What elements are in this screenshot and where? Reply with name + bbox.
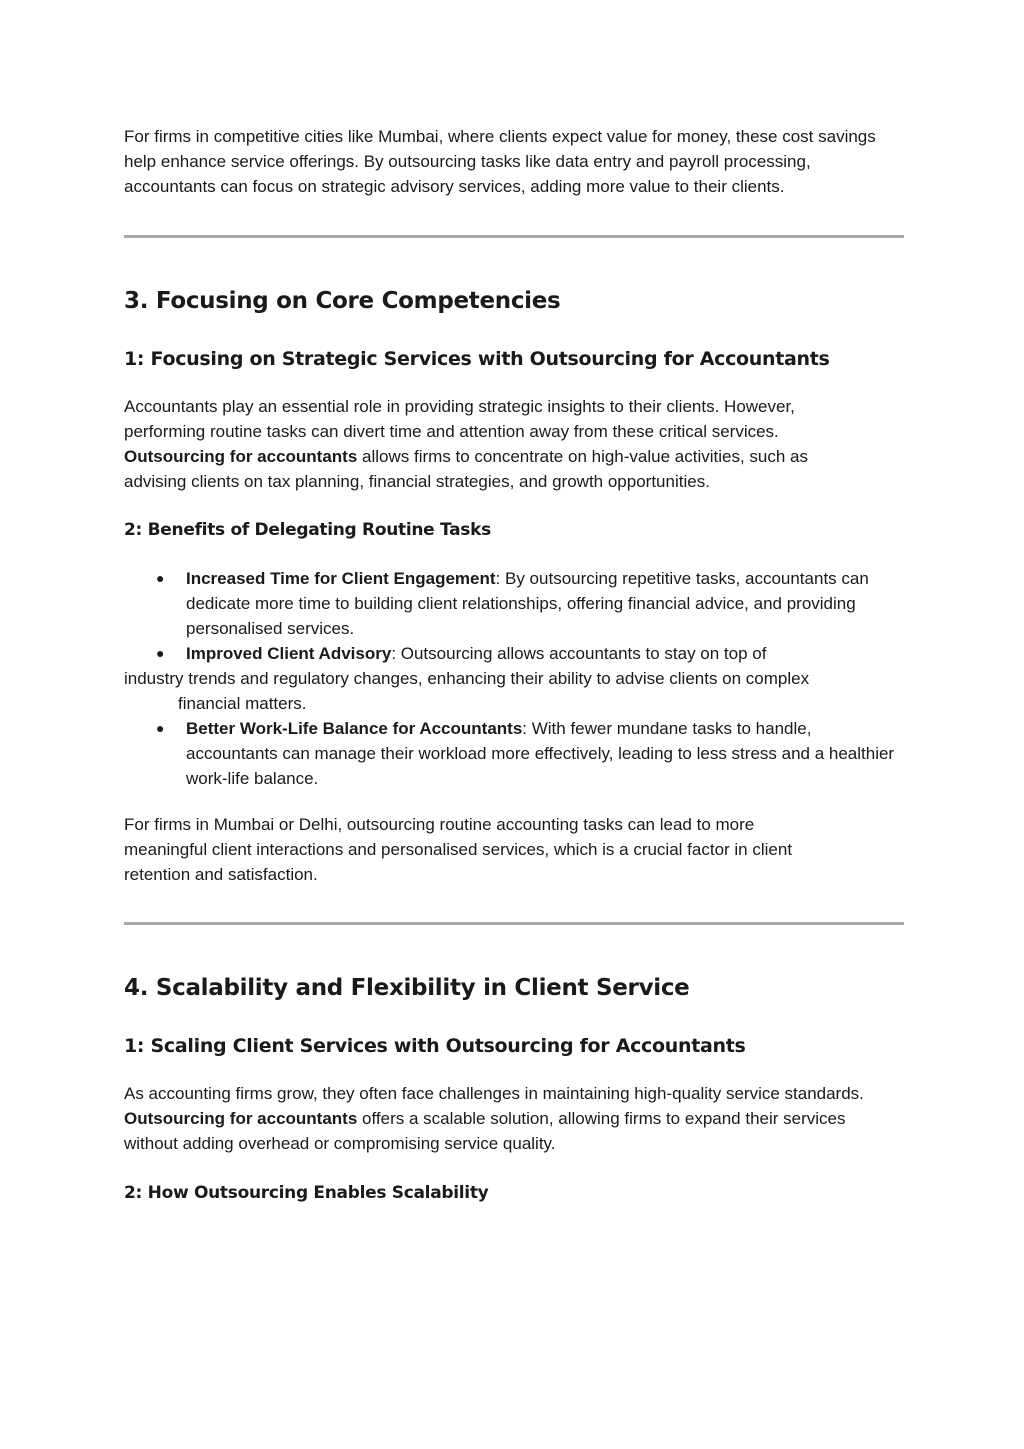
section-4-title: 4. Scalability and Flexibility in Client Service <box>124 975 690 1001</box>
paragraph-text: As accounting firms grow, they often face challenges in maintaining high-quality service standards. <box>124 1084 864 1103</box>
section-3-subtitle-1: 1: Focusing on Strategic Services with Outsourcing for Accountants <box>124 348 830 370</box>
list-item-text: : Outsourcing allows accountants to stay on top of <box>391 644 767 663</box>
paragraph-line: meaningful client interactions and personalised services, which is a crucial factor in client <box>124 840 793 859</box>
bold-term: Increased Time for Client Engagement <box>186 569 496 588</box>
list-item <box>124 566 904 641</box>
bold-term: Outsourcing for accountants <box>124 447 358 466</box>
closing-paragraph <box>124 812 904 887</box>
paragraph-line: Accountants play an essential role in providing strategic insights to their clients. However, <box>124 397 795 416</box>
paragraph-line: For firms in Mumbai or Delhi, outsourcing routine accounting tasks can lead to more <box>124 815 755 834</box>
list-item-text: : With fewer mundane tasks to handle, accountants can manage their workload more effectively, leading to less stress and a healthier work-life balance. <box>186 719 895 788</box>
list-item-wrap <box>124 666 904 716</box>
paragraph-line: advising clients on tax planning, financial strategies, and growth opportunities. <box>124 472 710 491</box>
bold-term: Outsourcing for accountants <box>124 1109 358 1128</box>
list-item-text: : By outsourcing repetitive tasks, accountants can dedicate more time to building client relationships, offering financial advice, and providing personalised services. <box>186 569 869 638</box>
list-item <box>124 716 904 791</box>
strategic-paragraph-2 <box>124 444 904 494</box>
benefits-list <box>124 566 904 791</box>
paragraph-line: performing routine tasks can divert time and attention away from these critical services. <box>124 422 779 441</box>
intro-paragraph: For firms in competitive cities like Mumbai, where clients expect value for money, these cost savings help enhance service offerings. By outsourcing tasks like data entry and payroll processing, accountants can focus on strategic advisory services, adding more value to their clients. <box>124 127 876 196</box>
bullet-icon: ● <box>156 720 165 736</box>
paragraph-line <box>124 444 904 469</box>
document-page <box>124 124 904 1205</box>
paragraph-text: offers a scalable solution, allowing firms to expand their services without adding overhead or compromising service quality. <box>124 1109 846 1153</box>
bold-term: Improved Client Advisory <box>186 644 392 663</box>
list-item-text: industry trends and regulatory changes, enhancing their ability to advise clients on complex <box>124 669 810 688</box>
list-item <box>124 641 904 716</box>
paragraph-text: allows firms to concentrate on high-value activities, such as <box>357 447 809 466</box>
section-3-subtitle-2: 2: Benefits of Delegating Routine Tasks <box>124 520 491 540</box>
section-4-subtitle-2: 2: How Outsourcing Enables Scalability <box>124 1183 489 1203</box>
bullet-icon: ● <box>156 570 165 586</box>
scaling-paragraph <box>124 1081 864 1156</box>
bullet-icon: ● <box>156 645 165 661</box>
section-3-title: 3. Focusing on Core Competencies <box>124 288 561 314</box>
section-4-subtitle-1: 1: Scaling Client Services with Outsourcing for Accountants <box>124 1035 746 1057</box>
list-item-text: financial matters. <box>178 694 307 713</box>
bold-term: Better Work-Life Balance for Accountants <box>186 719 523 738</box>
paragraph-line: retention and satisfaction. <box>124 865 318 884</box>
strategic-paragraph-1 <box>124 394 904 444</box>
